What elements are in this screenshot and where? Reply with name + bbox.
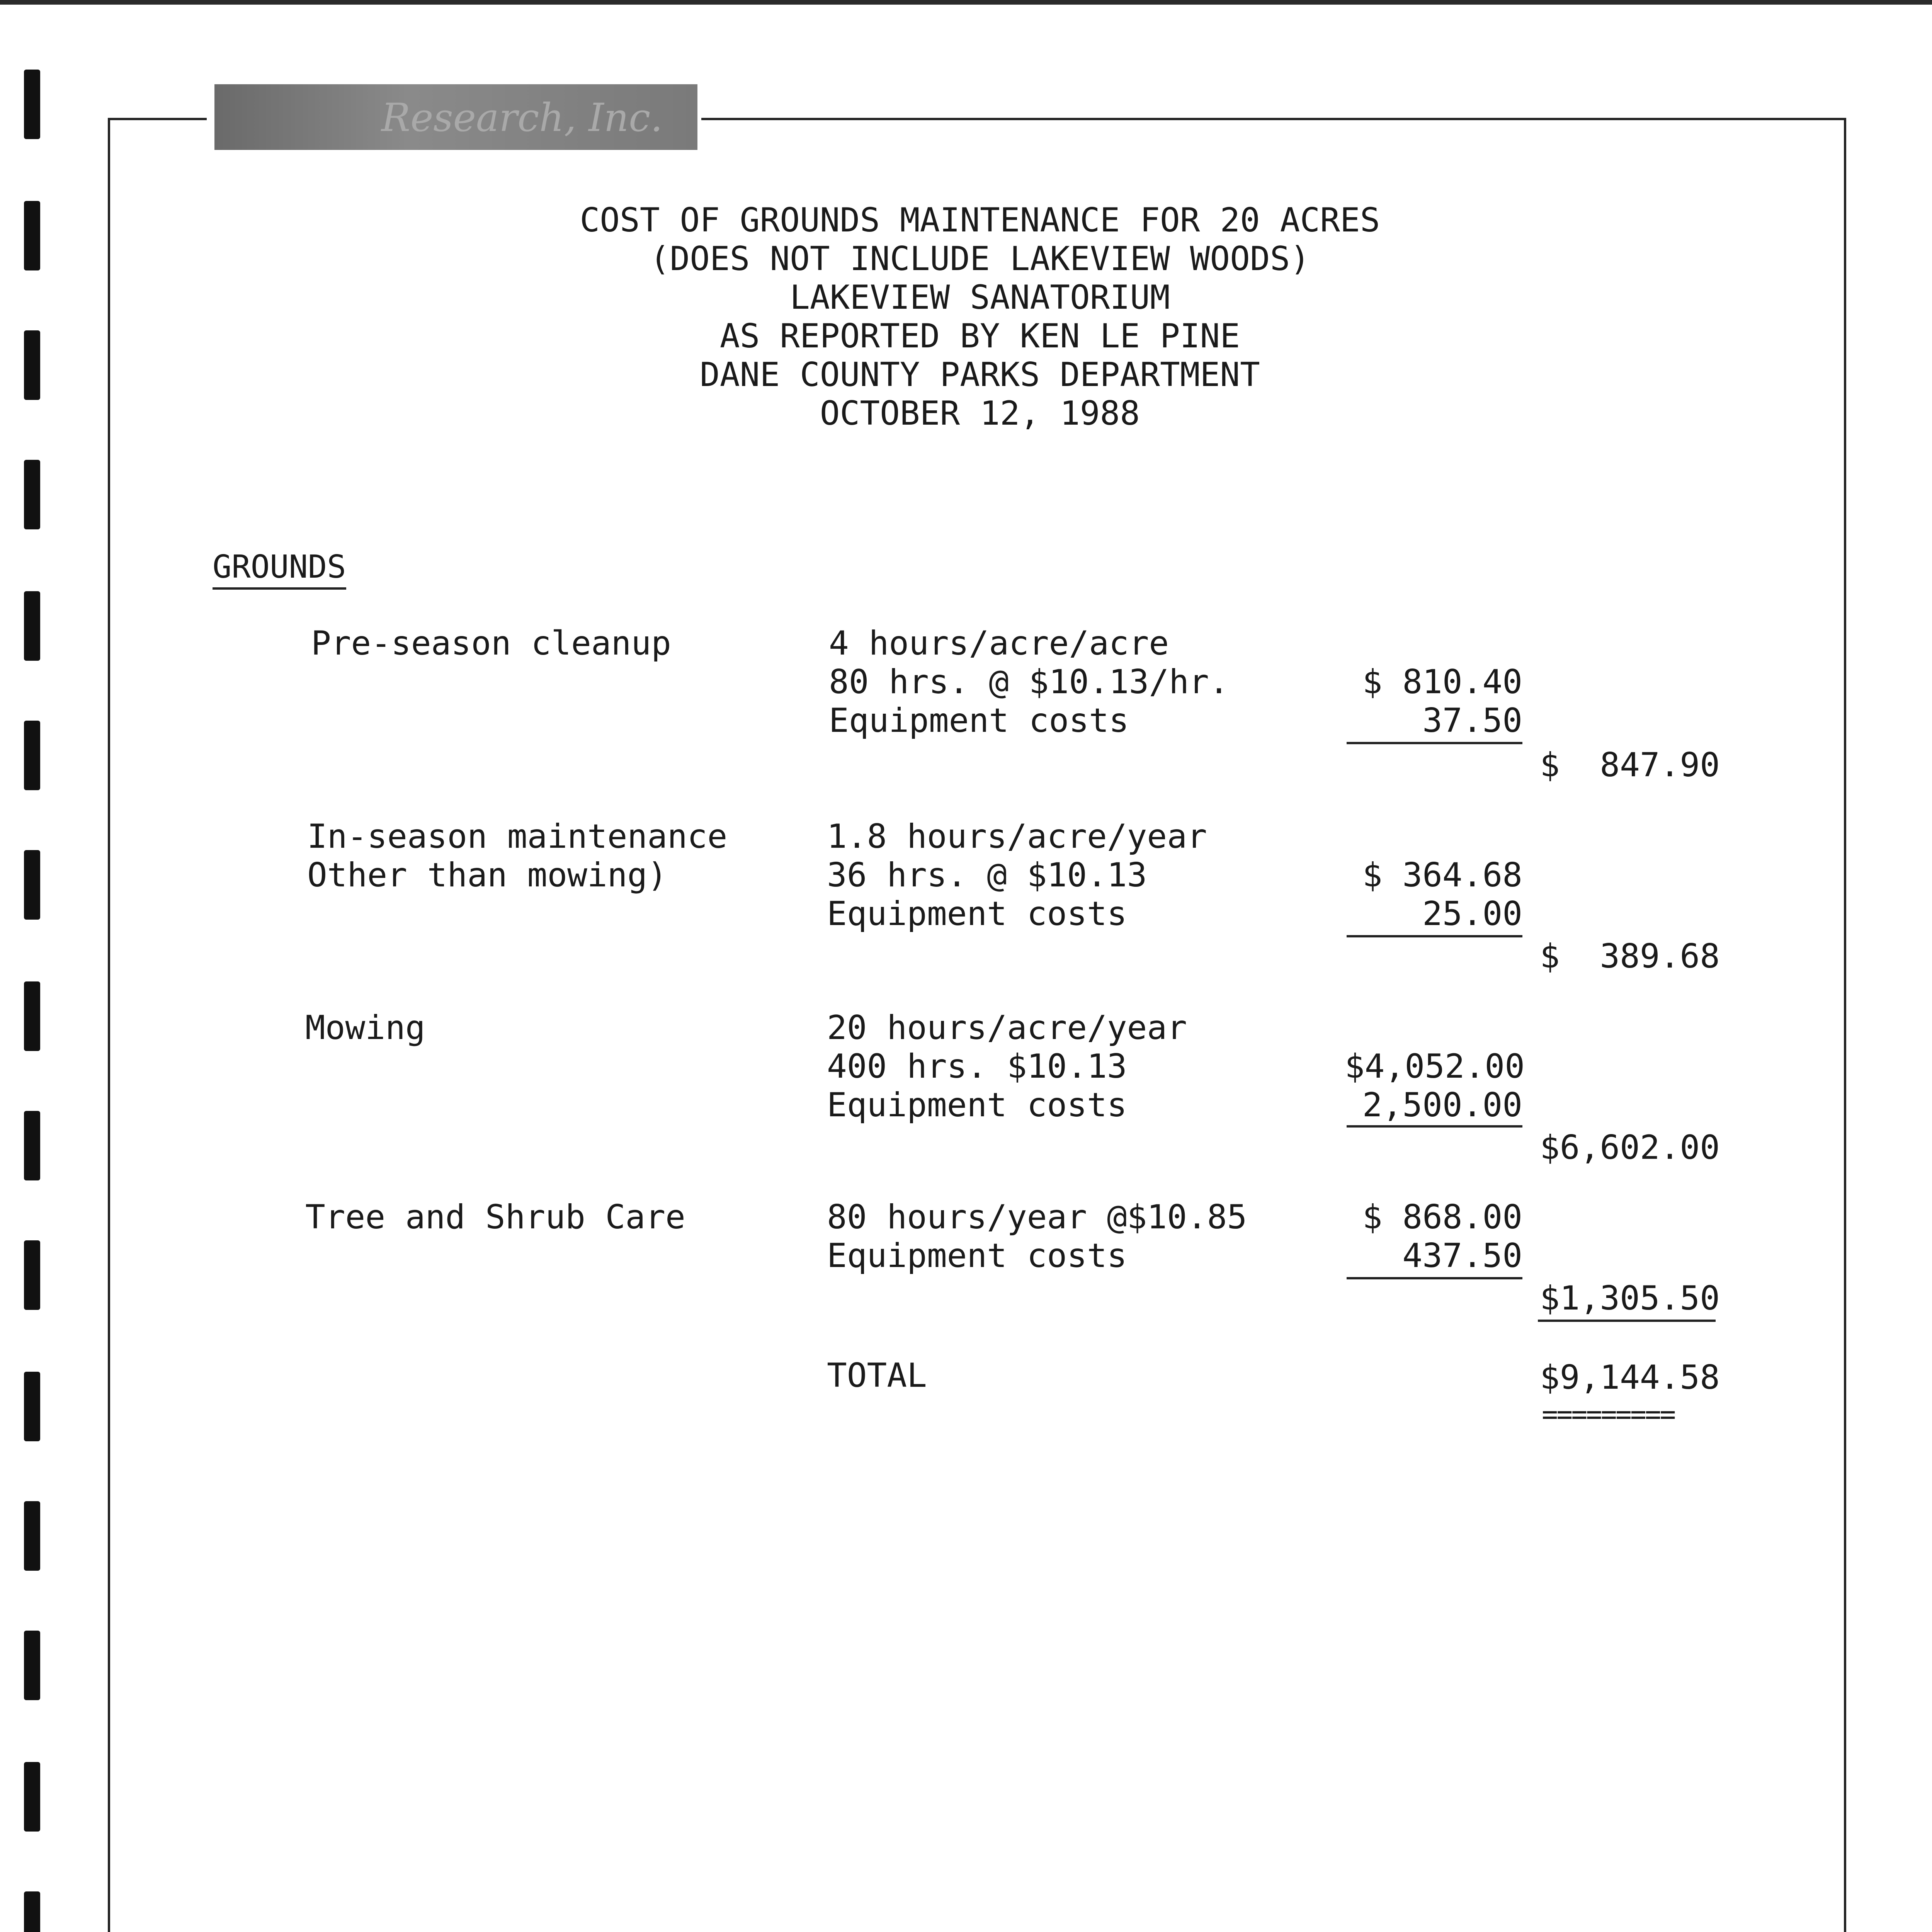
item-subtotal: $6,602.00 [1540,1128,1720,1167]
letterhead-text: Research, Inc. [381,95,663,140]
item-amount: $ 868.00 [1362,1198,1522,1236]
item-name: Other than mowing) [307,856,667,895]
punch-hole [24,1762,40,1832]
punch-hole [24,591,40,661]
punch-hole [24,1111,40,1180]
header-subtitle: (DOES NOT INCLUDE LAKEVIEW WOODS) [650,240,1310,278]
frame-line [701,118,1846,120]
item-detail: 20 hours/acre/year [827,1009,1187,1047]
item-subtotal: $1,305.50 [1540,1279,1720,1318]
item-detail: 400 hrs. $10.13 [827,1047,1127,1086]
document-header [0,201,1932,433]
total-double-rule: ========= [1542,1398,1675,1430]
frame-line [110,118,207,120]
section-heading: GROUNDS [213,548,346,590]
item-detail: Equipment costs [827,1086,1127,1124]
item-amount: $ 364.68 [1362,856,1522,895]
item-detail: 80 hrs. @ $10.13/hr. [829,663,1229,701]
item-detail: Equipment costs [827,1236,1127,1275]
item-name: In-season maintenance [307,817,728,856]
amount-rule [1347,935,1522,937]
item-amount: 2,500.00 [1362,1086,1522,1124]
subtotal-rule [1538,1320,1716,1322]
header-department: DANE COUNTY PARKS DEPARTMENT [700,355,1260,394]
page-top-edge [0,0,1932,5]
punch-hole [24,1891,40,1932]
total-label: TOTAL [827,1356,927,1395]
punch-hole [24,70,40,139]
item-amount: $4,052.00 [1345,1047,1525,1086]
punch-hole [24,981,40,1051]
header-location: LAKEVIEW SANATORIUM [790,278,1170,317]
item-name: Pre-season cleanup [311,624,671,663]
header-date: OCTOBER 12, 1988 [820,394,1140,433]
punch-hole [24,1372,40,1441]
header-reporter: AS REPORTED BY KEN LE PINE [719,317,1240,355]
amount-rule [1347,1125,1522,1128]
item-amount: 25.00 [1422,895,1522,933]
amount-rule [1347,742,1522,744]
letterhead-logo [214,84,697,150]
amount-rule [1347,1277,1522,1279]
punch-hole [24,1631,40,1700]
item-amount: 437.50 [1402,1236,1522,1275]
header-title: COST OF GROUNDS MAINTENANCE FOR 20 ACRES [580,201,1380,240]
item-subtotal: $ 389.68 [1540,937,1720,976]
item-detail: Equipment costs [829,701,1129,740]
item-detail: 4 hours/acre/acre [829,624,1169,663]
punch-hole [24,460,40,529]
item-name: Tree and Shrub Care [305,1198,685,1236]
punch-hole [24,850,40,920]
item-detail: 1.8 hours/acre/year [827,817,1207,856]
item-subtotal: $ 847.90 [1540,746,1720,784]
item-detail: 36 hrs. @ $10.13 [827,856,1147,895]
item-amount: $ 810.40 [1362,663,1522,701]
item-name: Mowing [305,1009,425,1047]
item-detail: Equipment costs [827,895,1127,933]
item-detail: 80 hours/year @$10.85 [827,1198,1247,1236]
punch-hole [24,721,40,790]
punch-hole [24,1501,40,1571]
total-value: $9,144.58 [1540,1358,1720,1397]
item-amount: 37.50 [1422,701,1522,740]
punch-hole [24,1240,40,1310]
